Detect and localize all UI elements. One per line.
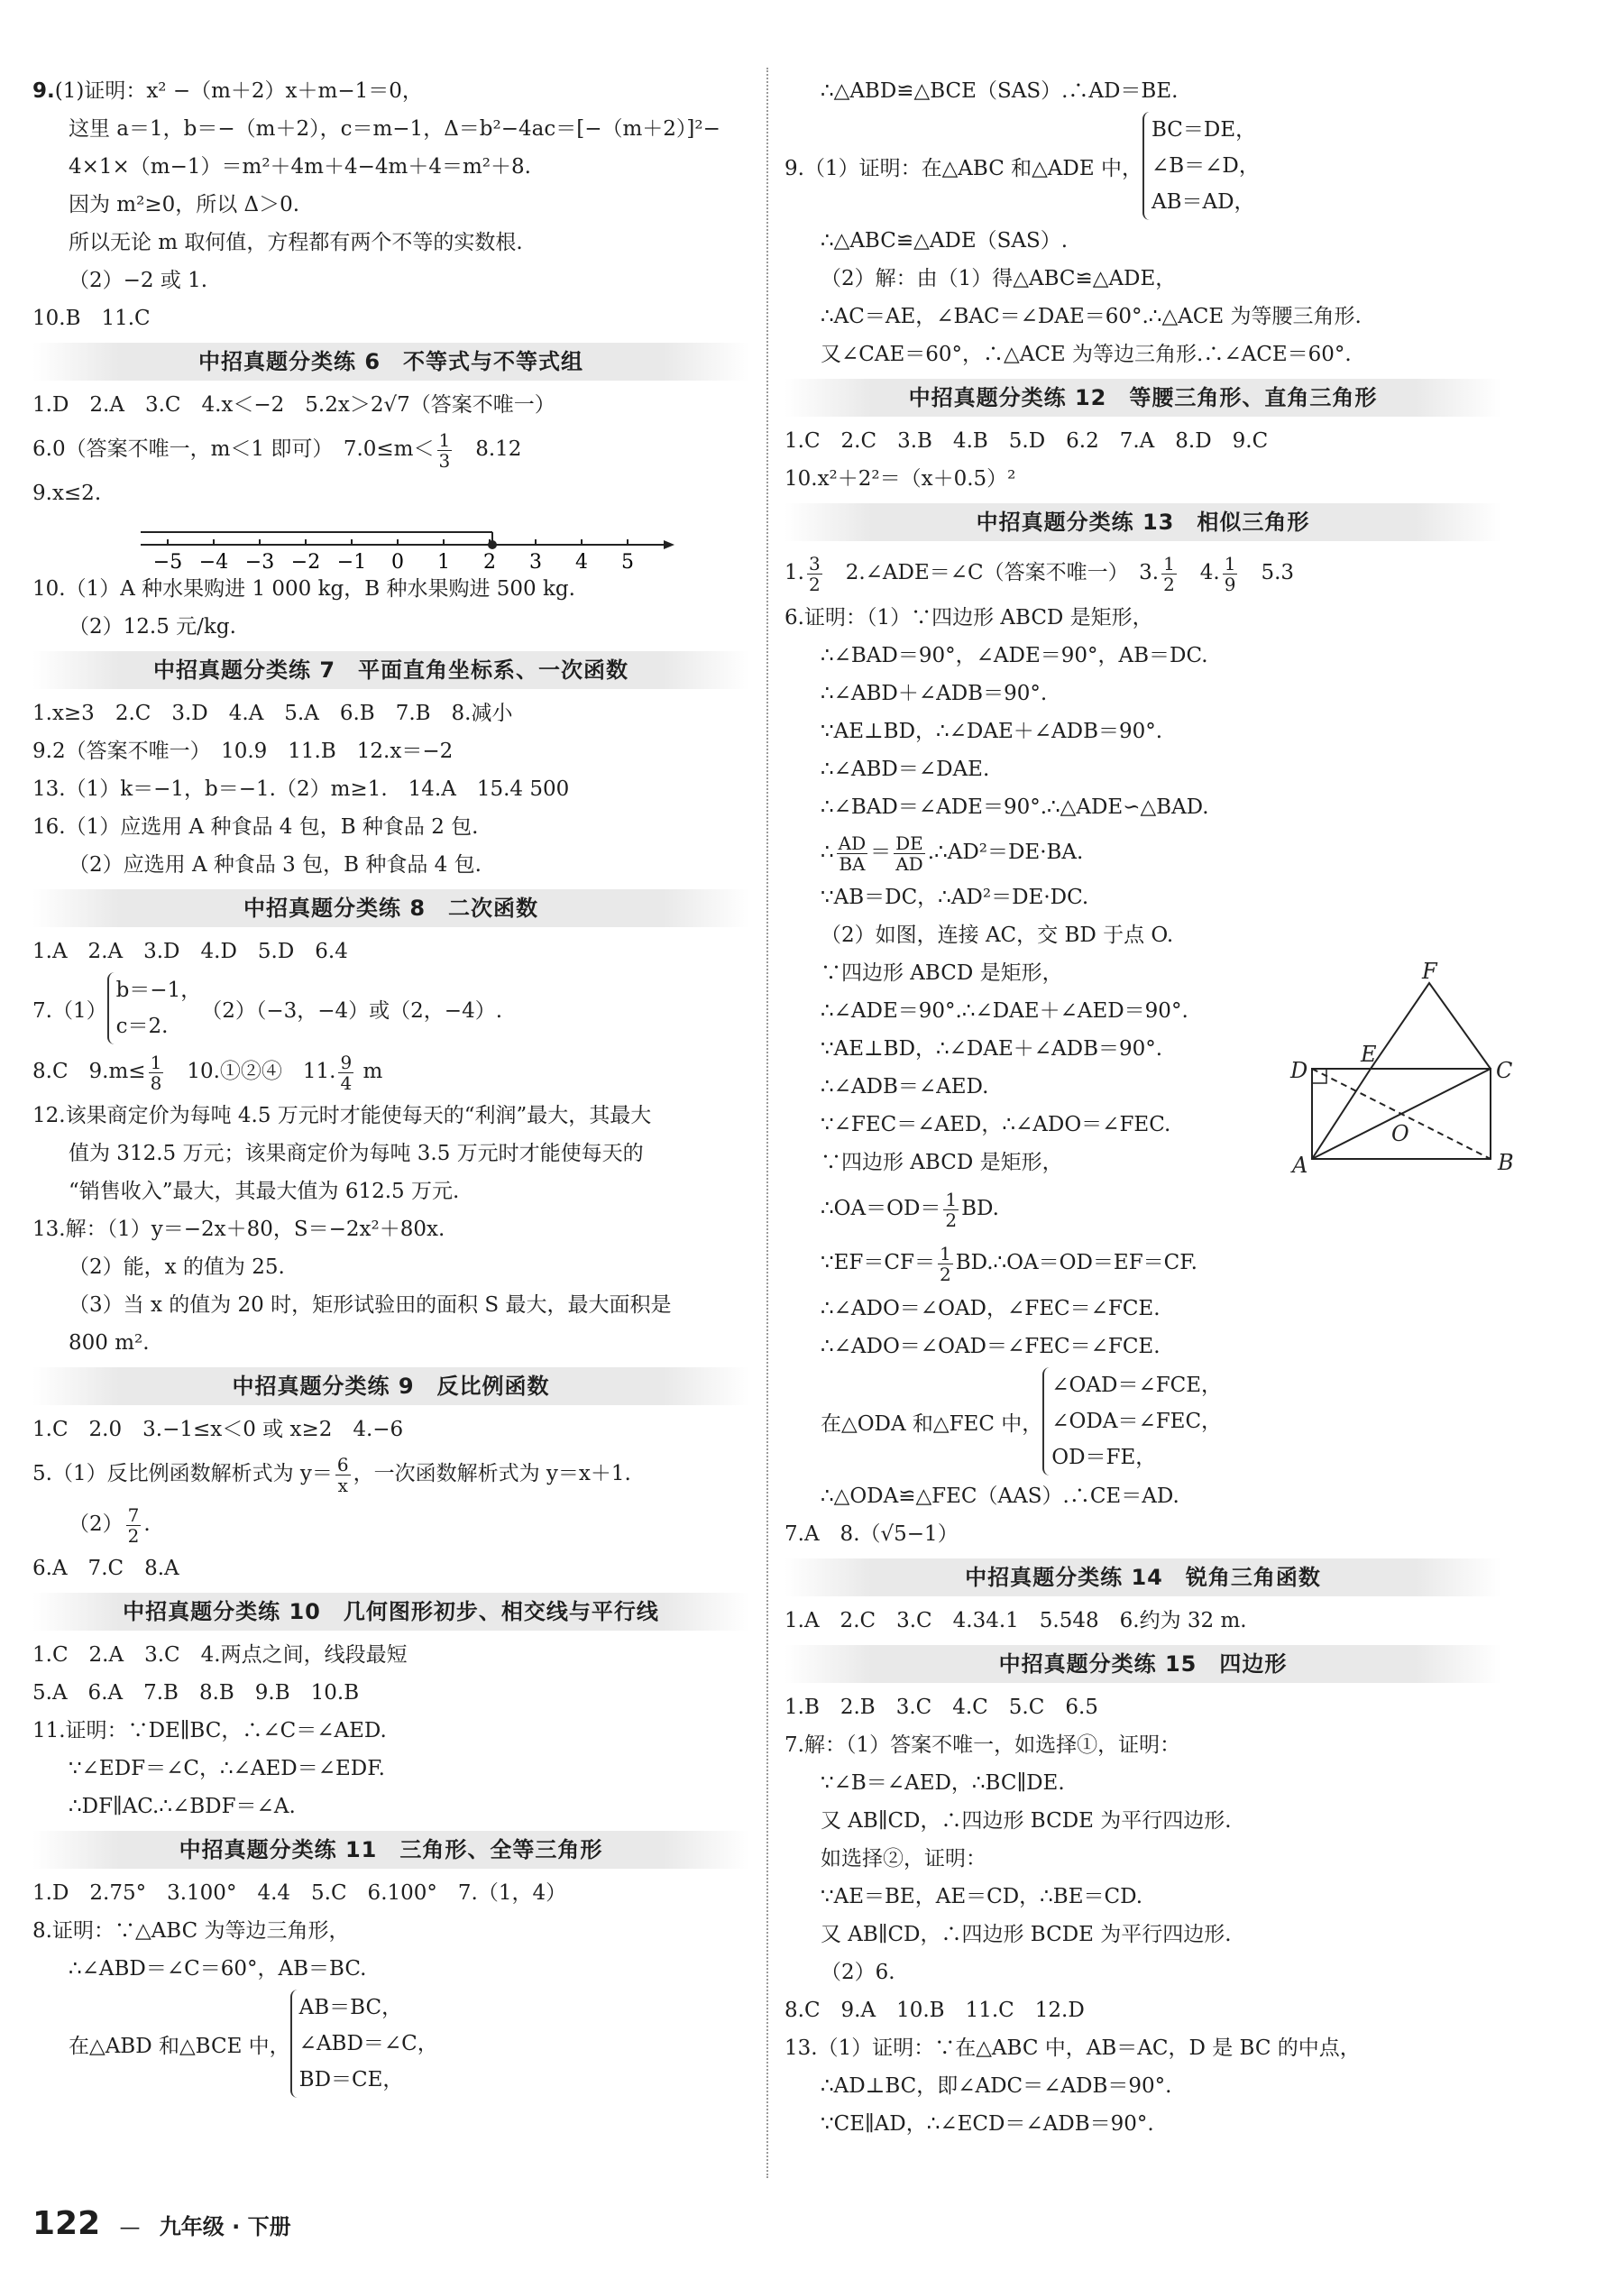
answer-line: ∵AE＝BE，AE＝CD，∴BE＝CD. — [821, 1885, 1143, 1908]
answer-line: 1.A 2.C 3.C 4.34.1 5.548 6.约为 32 m. — [784, 1609, 1247, 1632]
answer-line: 16.（1）应选用 A 种食品 4 包，B 种食品 2 包. — [32, 815, 479, 839]
answer-line: 10.B 11.C — [32, 307, 151, 330]
equation: BD＝CE， — [298, 2068, 404, 2091]
denominator: x — [335, 1475, 351, 1495]
numerator: 9 — [340, 1051, 353, 1073]
answer-line: ∴∠BAD＝∠ADE＝90°.∴△ADE∽△BAD. — [821, 795, 1209, 819]
answer-line: 8.C 9.A 10.B 11.C 12.D — [784, 1999, 1085, 2022]
answer-line: （3）当 x 的值为 20 时，矩形试验田的面积 S 最大，最大面积是 — [69, 1293, 672, 1317]
answer-line: 10.（1）A 种水果购进 1 000 kg，B 种水果购进 500 kg. — [32, 577, 575, 601]
denominator: AD — [894, 853, 925, 874]
answer-line: “销售收入”最大，其最大值为 612.5 万元. — [69, 1180, 460, 1203]
answer-line: 1.A 2.A 3.D 4.D 5.D 6.4 — [32, 940, 348, 963]
equation: ∠ODA＝∠FEC， — [1051, 1410, 1223, 1433]
answer-line: 10.x²＋2²＝（x＋0.5）² — [784, 467, 1016, 491]
section-header: 中招真题分类练 8 二次函数 — [32, 889, 749, 927]
answer-line — [32, 1448, 749, 1499]
numerator: 6 — [336, 1453, 349, 1475]
answer-line: ∵AB＝DC，∴AD²＝DE·DC. — [821, 886, 1089, 909]
denominator: 9 — [1224, 573, 1236, 595]
answer-line: ∴∠ADO＝∠OAD，∠FEC＝∠FCE. — [821, 1297, 1161, 1320]
equation: BC＝DE， — [1151, 118, 1257, 142]
denominator: 2 — [808, 573, 821, 595]
number-line-tick-label: 3 — [529, 551, 542, 570]
numerator: 1 — [1163, 552, 1175, 575]
number-line-tick-label: −1 — [336, 551, 367, 570]
answer-line: （2）解：由（1）得△ABC≌△ADE， — [821, 267, 1177, 290]
number-line-tick-label: −5 — [152, 551, 183, 570]
footer-dash: — — [119, 2216, 141, 2239]
answer-text: ∵EF＝CF＝ — [821, 1251, 935, 1274]
answer-text: 在△ODA 和△FEC 中， — [821, 1411, 1043, 1436]
fraction — [894, 833, 925, 874]
answer-line: 因为 m²≥0，所以 Δ＞0. — [69, 193, 300, 216]
answer-text: 8.C 9.m≤ — [32, 1060, 146, 1083]
fraction — [837, 833, 867, 874]
geometry-figure — [1285, 961, 1519, 1177]
answer-line — [32, 72, 749, 110]
answer-line: ∵∠B＝∠AED，∴BC∥DE. — [821, 1771, 1065, 1795]
point-label-a: A — [1292, 1153, 1308, 1177]
equation-system — [107, 972, 202, 1044]
answer-line: （2）6. — [821, 1961, 895, 1984]
answer-line: 又 AB∥CD，∴四边形 BCDE 为平行四边形. — [821, 1923, 1232, 1946]
answer-line: 5.A 6.A 7.B 8.B 9.B 10.B — [32, 1681, 360, 1705]
fraction — [149, 1053, 164, 1093]
equation: ∠ABD＝∠C， — [298, 2032, 438, 2055]
answer-line — [784, 110, 1501, 222]
answer-line: 所以无论 m 取何值，方程都有两个不等的实数根. — [69, 231, 523, 254]
section-header: 中招真题分类练 15 四边形 — [784, 1645, 1501, 1683]
numerator: AD — [838, 832, 867, 854]
denominator: 8 — [150, 1071, 162, 1094]
denominator: 4 — [340, 1071, 353, 1094]
answer-text: 8.12 — [454, 437, 522, 461]
point-label-b: B — [1498, 1150, 1514, 1175]
point-label-d: D — [1290, 1058, 1308, 1083]
denominator: 3 — [438, 449, 451, 472]
answer-line: 又∠CAE＝60°，∴△ACE 为等边三角形.∴∠ACE＝60°. — [821, 343, 1352, 366]
answer-line: 6.证明：（1）∵四边形 ABCD 是矩形， — [784, 606, 1153, 630]
numerator: 1 — [150, 1051, 162, 1073]
answer-line: ∵AE⊥BD，∴∠DAE＋∠ADB＝90°. — [821, 720, 1163, 743]
numerator: 1 — [438, 428, 451, 451]
answer-line: 如选择②，证明： — [821, 1847, 986, 1871]
numerator: 7 — [127, 1503, 140, 1526]
answer-text: 5.（1）反比例函数解析式为 y＝ — [32, 1462, 333, 1485]
answer-text: 9.（1）证明：在△ABC 和△ADE 中， — [784, 156, 1142, 180]
answer-text: ，一次函数解析式为 y＝x＋1. — [353, 1462, 631, 1485]
answer-line: （2）应选用 A 种食品 3 包，B 种食品 4 包. — [69, 853, 482, 877]
answer-text: BD. — [961, 1197, 999, 1220]
answer-line: 800 m². — [69, 1331, 150, 1355]
fraction — [1161, 554, 1177, 594]
section-header: 中招真题分类练 11 三角形、全等三角形 — [32, 1831, 749, 1869]
answer-line: ∴AC＝AE，∠BAC＝∠DAE＝60°.∴△ACE 为等腰三角形. — [821, 305, 1362, 328]
answer-text: BD.∴OA＝OD＝EF＝CF. — [955, 1251, 1197, 1274]
answer-line: ∴AD⊥BC，即∠ADC＝∠ADB＝90°. — [821, 2074, 1172, 2098]
answer-line — [32, 1046, 749, 1097]
triangle-ecf — [1371, 983, 1491, 1069]
answer-line: ∵AE⊥BD，∴∠DAE＋∠ADB＝90°. — [821, 1037, 1163, 1061]
answer-line: 1.B 2.B 3.C 4.C 5.C 6.5 — [784, 1696, 1098, 1719]
number-line-tick-label: −4 — [198, 551, 229, 570]
numerator: 1 — [945, 1188, 958, 1210]
answer-text: (1)证明：x² −（m＋2）x＋m−1＝0， — [54, 79, 423, 103]
answer-line — [784, 1365, 1501, 1477]
answer-text: 7.（1） — [32, 998, 107, 1023]
grade-label: 九年级 · 下册 — [159, 2214, 291, 2239]
denominator: 2 — [939, 1263, 951, 1285]
answer-line: ∴△ODA≌△FEC（AAS）.∴CE＝AD. — [821, 1485, 1179, 1508]
answer-line: 13.解：（1）y＝−2x＋80，S＝−2x²＋80x. — [32, 1218, 445, 1241]
point-label-f: F — [1422, 961, 1437, 984]
answer-line: ∴DF∥AC.∴∠BDF＝∠A. — [69, 1795, 296, 1818]
section-header: 中招真题分类练 7 平面直角坐标系、一次函数 — [32, 651, 749, 689]
answer-line: ∴ $\frac{AD}{BA}$ ＝ $\frac{DE}{AD}$ .∴AD²＝DE·BA. — [821, 832, 1084, 875]
answer-text: 5.3 — [1240, 561, 1295, 584]
answer-line: ∴∠ABD＋∠ADB＝90°. — [821, 682, 1048, 705]
number-line-tick-label: −2 — [290, 551, 321, 570]
fraction — [335, 1455, 351, 1495]
answer-line: ∵四边形 ABCD 是矩形， — [821, 961, 1063, 985]
answer-line: ∵∠FEC＝∠AED，∴∠ADO＝∠FEC. — [821, 1113, 1171, 1136]
number-line-tick-label: 4 — [575, 551, 588, 570]
equation: OD＝FE， — [1051, 1446, 1157, 1469]
answer-line: ∴∠ABD＝∠DAE. — [821, 758, 990, 781]
numerator: DE — [895, 832, 923, 854]
answer-line: 又 AB∥CD，∴四边形 BCDE 为平行四边形. — [821, 1809, 1232, 1833]
answer-line: 1.D 2.75° 3.100° 4.4 5.C 6.100° 7.（1，4） — [32, 1881, 567, 1905]
answer-text: ∴OA＝OD＝ — [821, 1197, 941, 1220]
segment-ae — [1312, 1069, 1371, 1159]
fraction — [938, 1244, 953, 1284]
answer-line: 12.该果商定价为每吨 4.5 万元时才能使每天的“利润”最大，其最大 — [32, 1104, 652, 1127]
answer-line: 1.C 2.C 3.B 4.B 5.D 6.2 7.A 8.D 9.C — [784, 429, 1269, 453]
numerator: 3 — [808, 552, 821, 575]
answer-line — [784, 1236, 1501, 1290]
number-line-tick-label: 1 — [437, 551, 450, 570]
answer-text: 10.①②④ 11. — [166, 1060, 336, 1083]
fraction — [1223, 554, 1238, 594]
number-line-tick-label: 2 — [483, 551, 496, 570]
answer-text: （2） — [69, 1512, 124, 1536]
answer-line: 1.x≥3 2.C 3.D 4.A 5.A 6.B 7.B 8.减小 — [32, 702, 513, 725]
denominator: BA — [837, 853, 867, 874]
answer-line: 11.证明：∵DE∥BC，∴∠C＝∠AED. — [32, 1719, 387, 1742]
left-column — [32, 72, 749, 2100]
point-label-e: E — [1361, 1042, 1377, 1067]
answer-line: （2）能，x 的值为 25. — [69, 1255, 285, 1279]
answer-line — [32, 424, 749, 474]
page-footer — [32, 2205, 291, 2242]
answer-line: 值为 312.5 万元；该果商定价为每吨 3.5 万元时才能使每天的 — [69, 1142, 644, 1165]
section-header: 中招真题分类练 6 不等式与不等式组 — [32, 343, 749, 381]
equation-system — [1042, 1367, 1222, 1475]
point-label-o: O — [1391, 1121, 1409, 1146]
answer-line: ∴△ABD≌△BCE（SAS）.∴AD＝BE. — [821, 79, 1179, 103]
number-line-tick-label: 5 — [621, 551, 634, 570]
equation-system — [1142, 112, 1260, 220]
answer-text: . — [143, 1512, 151, 1536]
section-header: 中招真题分类练 9 反比例函数 — [32, 1367, 749, 1405]
answer-line: ∴∠BAD＝90°，∠ADE＝90°，AB＝DC. — [821, 644, 1208, 667]
answer-text: （2）（−3，−4）或（2，−4）. — [201, 998, 503, 1023]
answer-line — [32, 970, 749, 1046]
answer-text: m — [356, 1060, 383, 1083]
section-header: 中招真题分类练 13 相似三角形 — [784, 503, 1501, 541]
answer-line: 7.解：（1）答案不唯一，如选择①，证明： — [784, 1733, 1181, 1757]
numerator: 1 — [939, 1242, 951, 1264]
answer-line: ∴∠ADE＝90°.∴∠DAE＋∠AED＝90°. — [821, 999, 1188, 1023]
answer-line: ∵∠EDF＝∠C，∴∠AED＝∠EDF. — [69, 1757, 385, 1780]
column-divider — [766, 68, 768, 2178]
answer-line: 6.A 7.C 8.A — [32, 1557, 179, 1580]
answer-text: 2.∠ADE＝∠C（答案不唯一） 3. — [824, 561, 1160, 584]
equation: ∠B＝∠D， — [1151, 154, 1260, 178]
answer-line: ∴∠ADO＝∠OAD＝∠FEC＝∠FCE. — [821, 1335, 1161, 1358]
section-header: 中招真题分类练 10 几何图形初步、相交线与平行线 — [32, 1593, 749, 1631]
fraction — [126, 1505, 142, 1546]
answer-line — [784, 547, 1501, 599]
question-number: 9. — [32, 79, 55, 103]
answer-text: 6.0（答案不唯一，m＜1 即可） 7.0≤m＜ — [32, 437, 435, 461]
answer-line: 4×1×（m−1）＝m²＋4m＋4−4m＋4＝m²＋8. — [69, 155, 531, 179]
right-angle-mark — [1312, 1069, 1326, 1083]
section-header: 中招真题分类练 12 等腰三角形、直角三角形 — [784, 379, 1501, 417]
page-number: 122 — [32, 2205, 101, 2242]
answer-line: ∴△ABC≌△ADE（SAS）. — [821, 229, 1069, 253]
number-line-tick-label: 0 — [391, 551, 404, 570]
answer-line: 13.（1）k＝−1，b＝−1.（2）m≥1. 14.A 15.4 500 — [32, 777, 570, 801]
fraction — [338, 1053, 353, 1093]
equation: AB＝BC， — [298, 1996, 403, 2019]
number-line — [32, 512, 749, 570]
answer-line: （2）12.5 元/kg. — [69, 615, 236, 639]
answer-line: 9.x≤2. — [32, 482, 102, 505]
answer-line: （2）如图，连接 AC，交 BD 于点 O. — [821, 924, 1174, 947]
answer-line: 9.2（答案不唯一） 10.9 11.B 12.x＝−2 — [32, 740, 454, 763]
equation: c＝2. — [115, 1015, 169, 1038]
answer-text: .∴AD²＝DE·BA. — [927, 841, 1084, 864]
fraction — [437, 430, 453, 471]
answer-line: 1.C 2.A 3.C 4.两点之间，线段最短 — [32, 1643, 408, 1667]
denominator: 2 — [127, 1524, 140, 1547]
answer-line: 7.A 8.（√5−1） — [784, 1522, 959, 1546]
equation-system — [290, 1990, 438, 2098]
answer-line: 这里 a＝1，b＝−（m＋2），c＝m−1，Δ＝b²−4ac＝[−（m＋2）]²− — [69, 117, 720, 141]
answer-line — [32, 1499, 749, 1549]
fraction — [943, 1190, 959, 1230]
answer-line: 8.证明：∵△ABC 为等边三角形， — [32, 1919, 350, 1943]
answer-text: 4. — [1179, 561, 1220, 584]
answer-line — [32, 1988, 749, 2100]
answer-line: ∴∠ADB＝∠AED. — [821, 1075, 989, 1099]
number-line-tick-label: −3 — [244, 551, 275, 570]
fraction — [807, 554, 822, 594]
answer-line: （2）−2 或 1. — [69, 269, 208, 292]
answer-line: ∴∠ABD＝∠C＝60°，AB＝BC. — [69, 1957, 367, 1981]
number-line-svg — [32, 512, 682, 570]
answer-text: 在△ABD 和△BCE 中， — [69, 2034, 290, 2058]
answer-text: 1. — [784, 561, 804, 584]
answer-line: 13.（1）证明：∵在△ABC 中，AB＝AC，D 是 BC 的中点， — [784, 2036, 1361, 2060]
denominator: 2 — [945, 1209, 958, 1231]
numerator: 1 — [1224, 552, 1236, 575]
section-header: 中招真题分类练 14 锐角三角函数 — [784, 1558, 1501, 1596]
equation: ∠OAD＝∠FCE， — [1051, 1374, 1223, 1397]
equation: b＝−1， — [115, 979, 202, 1002]
answer-line: 1.C 2.0 3.−1≤x＜0 或 x≥2 4.−6 — [32, 1418, 404, 1441]
answer-line: ∵CE∥AD，∴∠ECD＝∠ADB＝90°. — [821, 2112, 1154, 2136]
answer-line: 1.D 2.A 3.C 4.x＜−2 5.2x＞2√7（答案不唯一） — [32, 393, 555, 417]
point-label-c: C — [1496, 1058, 1513, 1083]
answer-line — [784, 1181, 1501, 1236]
denominator: 2 — [1163, 573, 1175, 595]
equation: AB＝AD， — [1151, 190, 1255, 214]
answer-line: ∵四边形 ABCD 是矩形， — [821, 1151, 1063, 1174]
